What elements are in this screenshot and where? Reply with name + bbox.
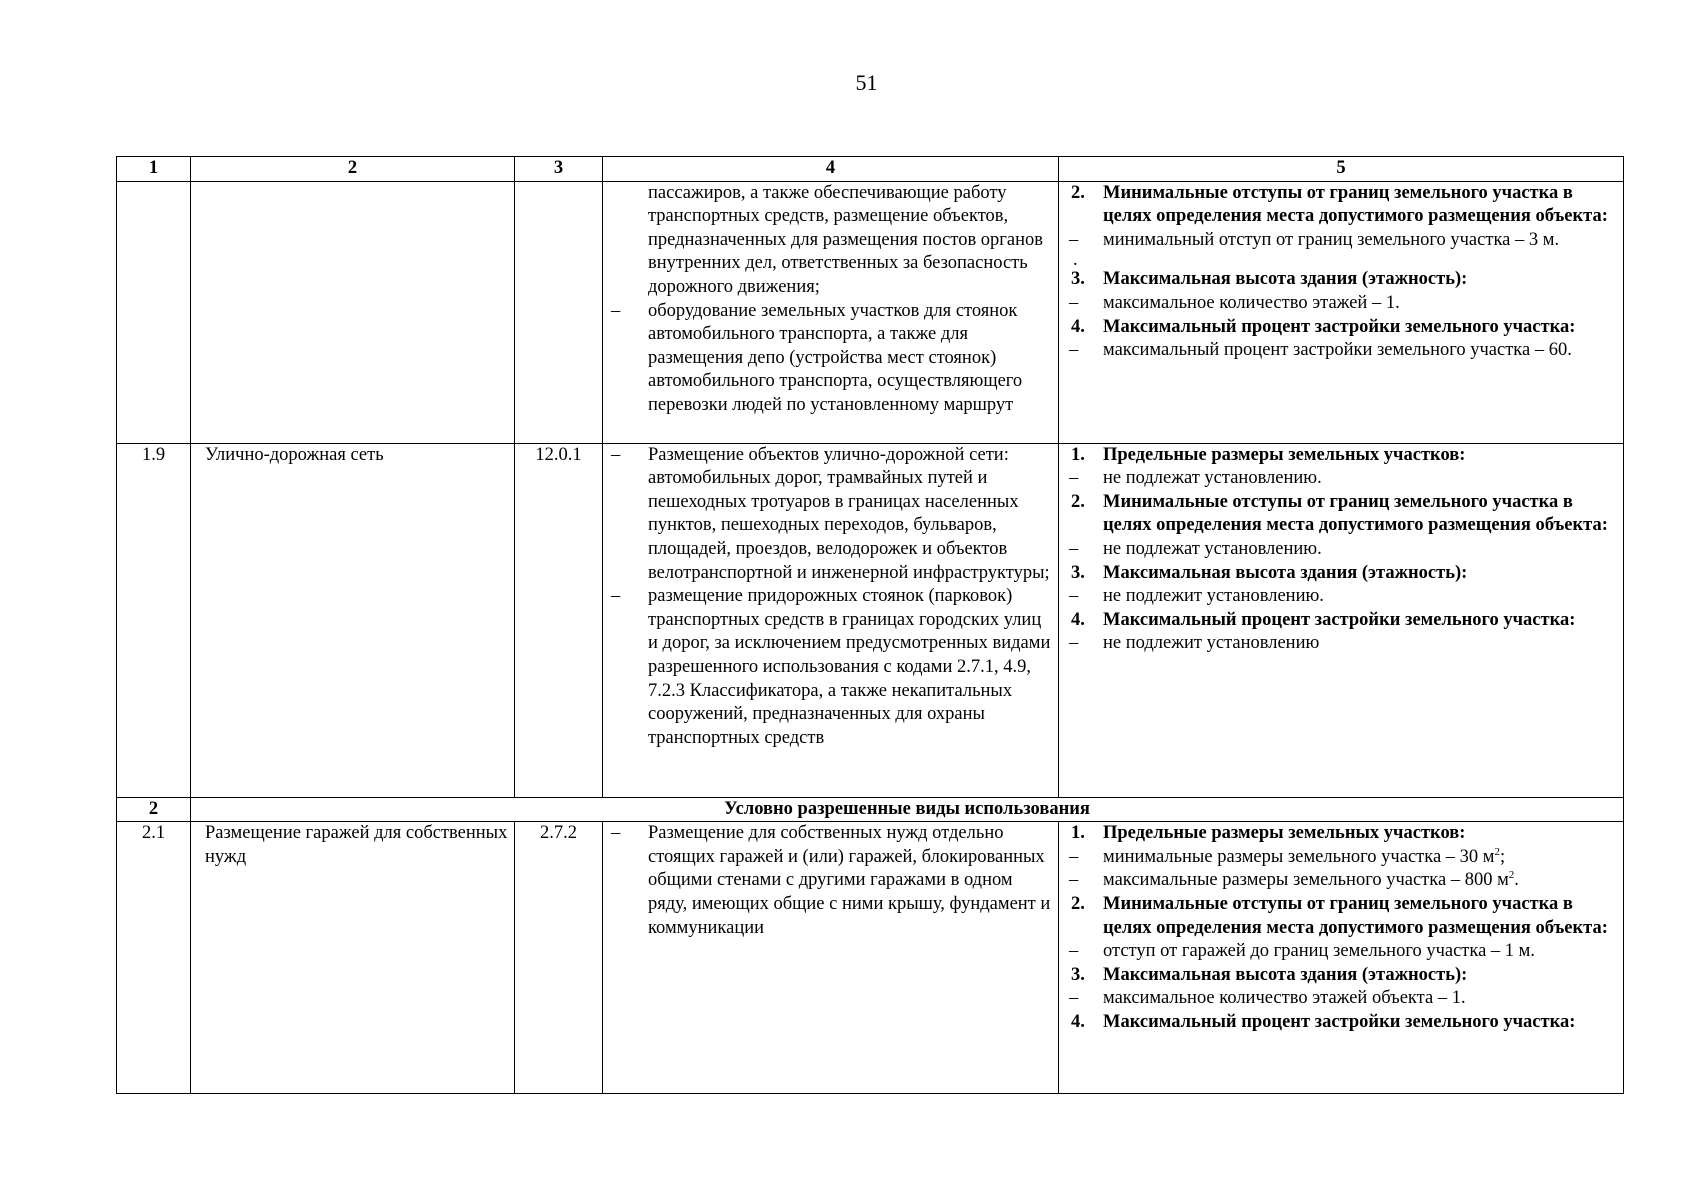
- section-row: [117, 797, 1624, 822]
- table-header-row: [117, 157, 1624, 182]
- requirement-number: 3.: [1071, 562, 1085, 583]
- requirement-title-text: Максимальная высота здания (этажность):: [1103, 269, 1468, 290]
- requirement-number: 1.: [1071, 823, 1085, 844]
- requirement-number: 4.: [1071, 1011, 1085, 1032]
- use-description-text: пассажиров, а также обеспечивающие работу транспортных средств, размещение объектов, предназначенных для размещения постов органов внутренних дел, ответственных за безопасность дорожного движения;: [648, 182, 1043, 297]
- requirements: [1059, 443, 1624, 797]
- use-description: [603, 181, 1059, 443]
- requirement-title-text: Минимальные отступы от границ земельного участка в целях определения места допустимого размещения объекта:: [1103, 893, 1608, 938]
- use-code: 12.0.1: [515, 443, 603, 797]
- requirement-item-text: максимальные размеры земельного участка – 800 м: [1103, 870, 1509, 891]
- use-description-item: [603, 444, 1058, 586]
- requirement-item: [1059, 869, 1623, 893]
- requirement-item: [1059, 846, 1623, 870]
- use-description-text: размещение придорожных стоянок (парковок) транспортных средств в границах городских улиц и дорог, за исключением предусмотренных видами разрешенного использования с кодами 2.7.1, 4.9, 7.2.3 Классификатора, а также некапитальных сооружений, предназначенных для охраны транспортных средств: [648, 586, 1051, 748]
- use-description-item: [603, 300, 1058, 418]
- use-name: Улично-дорожная сеть: [191, 443, 515, 797]
- requirement-number: 2.: [1071, 893, 1085, 914]
- requirement-item-text: минимальные размеры земельного участка – 30 м: [1103, 846, 1495, 867]
- requirement-title: [1059, 491, 1623, 538]
- requirement-item: – максимальное количество этажей объекта – 1.: [1059, 987, 1623, 1011]
- use-name: [191, 181, 515, 443]
- requirement-item: – отступ от гаражей до границ земельного участка – 1 м.: [1059, 940, 1623, 964]
- requirements: [1059, 181, 1624, 443]
- table-row: [117, 822, 1624, 1094]
- use-description-text: Размещение для собственных нужд отдельно стоящих гаражей и (или) гаражей, блокированных общими стенами с другими гаражами в одном ряду, имеющих общие с ними крышу, фундамент и коммуникации: [648, 823, 1051, 938]
- header-col-3: 3: [515, 157, 603, 182]
- use-description: [603, 822, 1059, 1094]
- table-row: [117, 443, 1624, 797]
- requirement-title: [1059, 268, 1623, 292]
- requirement-item: – не подлежат установлению.: [1059, 538, 1623, 562]
- use-description-item: [603, 585, 1058, 750]
- requirement-title: [1059, 444, 1623, 468]
- header-col-5: 5: [1059, 157, 1624, 182]
- stray-dot: .: [1073, 250, 1078, 271]
- requirement-title: [1059, 822, 1623, 846]
- requirement-title: [1059, 562, 1623, 586]
- requirement-title-text: Максимальная высота здания (этажность):: [1103, 562, 1468, 583]
- requirement-number: 3.: [1071, 964, 1085, 985]
- use-description-text: Размещение объектов улично-дорожной сети: автомобильных дорог, трамвайных путей и пешеходных тротуаров в границах населенных пунктов, пешеходных переходов, бульваров, площадей, проездов, велодорожек и объектов велотранспортной и инженерной инфраструктуры;: [648, 444, 1050, 583]
- requirement-title-text: Максимальный процент застройки земельного участка:: [1103, 609, 1576, 630]
- use-description-item: [603, 822, 1058, 940]
- requirement-item: – не подлежат установлению.: [1059, 467, 1623, 491]
- page-number: 51: [855, 70, 878, 95]
- requirement-title-text: Минимальные отступы от границ земельного участка в целях определения места допустимого размещения объекта:: [1103, 182, 1608, 227]
- use-name: Размещение гаражей для собственных нужд: [191, 822, 515, 1094]
- header-col-4: 4: [603, 157, 1059, 182]
- requirement-title-text: Минимальные отступы от границ земельного участка в целях определения места допустимого размещения объекта:: [1103, 491, 1608, 536]
- use-description-item: [603, 182, 1058, 300]
- requirement-item: – не подлежит установлению.: [1059, 585, 1623, 609]
- requirement-title: [1059, 316, 1623, 340]
- requirement-item-tail: .: [1514, 870, 1519, 891]
- requirement-item: – минимальный отступ от границ земельного участка – 3 м.: [1059, 229, 1623, 253]
- use-code: [515, 181, 603, 443]
- requirement-title-text: Максимальный процент застройки земельного участка:: [1103, 316, 1576, 337]
- superscript: 2: [1494, 845, 1500, 858]
- superscript: 2: [1508, 869, 1515, 882]
- section-title: Условно разрешенные виды использования: [191, 797, 1624, 822]
- requirement-item-tail: ;: [1500, 846, 1506, 867]
- land-use-table: [116, 156, 1624, 1094]
- requirement-item: – максимальное количество этажей – 1.: [1059, 292, 1623, 316]
- table-row: [117, 181, 1624, 443]
- requirement-title-text: Максимальный процент застройки земельного участка:: [1103, 1011, 1576, 1032]
- requirement-number: 4.: [1071, 609, 1085, 630]
- requirement-title: [1059, 893, 1623, 940]
- requirement-title-text: Предельные размеры земельных участков:: [1103, 823, 1466, 844]
- requirement-number: 2.: [1071, 491, 1085, 512]
- requirement-title: [1059, 182, 1623, 229]
- requirement-title: [1059, 609, 1623, 633]
- row-number: [117, 181, 191, 443]
- requirement-title-text: Предельные размеры земельных участков:: [1103, 444, 1466, 465]
- use-description: [603, 443, 1059, 797]
- requirement-title: [1059, 1011, 1623, 1035]
- row-number: 1.9: [117, 443, 191, 797]
- header-col-2: 2: [191, 157, 515, 182]
- requirements: [1059, 822, 1624, 1094]
- requirement-number: 1.: [1071, 444, 1085, 465]
- row-number: 2.1: [117, 822, 191, 1094]
- requirement-item: – не подлежит установлению: [1059, 632, 1623, 656]
- requirement-item: – максимальный процент застройки земельного участка – 60.: [1059, 339, 1623, 363]
- requirement-title: [1059, 964, 1623, 988]
- section-number: 2: [117, 797, 191, 822]
- header-col-1: 1: [117, 157, 191, 182]
- requirement-number: 4.: [1071, 316, 1085, 337]
- requirement-title-text: Максимальная высота здания (этажность):: [1103, 964, 1468, 985]
- use-code: 2.7.2: [515, 822, 603, 1094]
- requirement-number: 2.: [1071, 182, 1085, 203]
- use-description-text: оборудование земельных участков для стоянок автомобильного транспорта, а также для размещения депо (устройства мест стоянок) автомобильного транспорта, осуществляющего перевозки людей по установленному маршрут: [648, 300, 1023, 415]
- requirement-number: 3.: [1071, 269, 1085, 290]
